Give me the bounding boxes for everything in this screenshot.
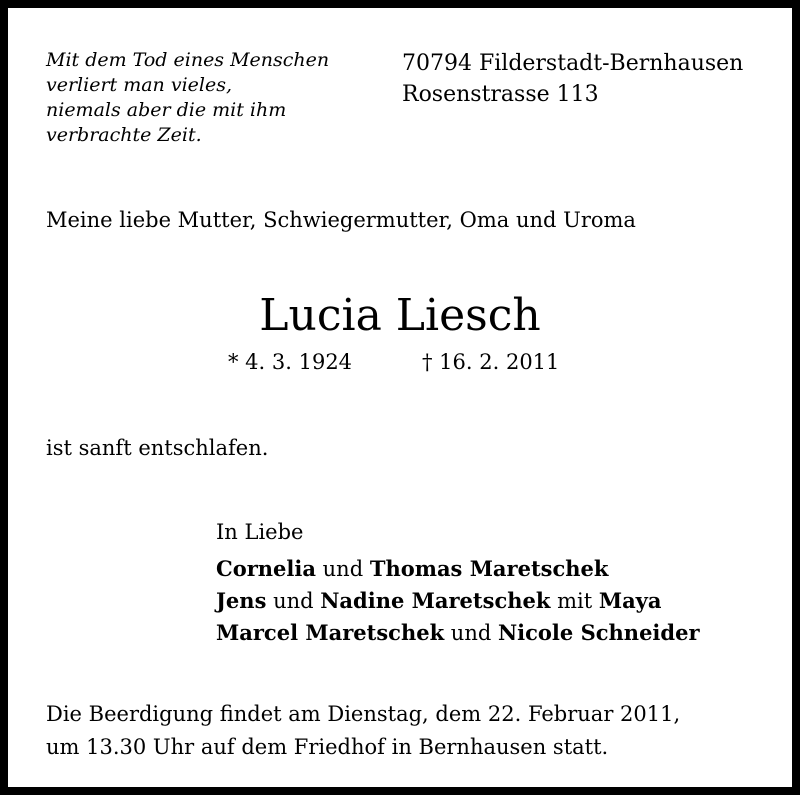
quote-line: niemals aber die mit ihm (46, 99, 287, 121)
intro-text: Meine liebe Mutter, Schwiegermutter, Oma und Uroma (46, 208, 636, 232)
family-member-name: Cornelia (216, 556, 316, 581)
in-liebe: In Liebe (216, 520, 304, 544)
address-city: 70794 Filderstadt-Bernhausen (402, 51, 744, 76)
quote (46, 48, 329, 148)
address-street: Rosenstrasse 113 (402, 82, 599, 107)
address (402, 48, 743, 110)
connector-text: und (444, 621, 498, 645)
family-member-name: Nadine Maretschek (320, 588, 551, 613)
family-line (216, 617, 700, 649)
passed-text: ist sanft entschlafen. (46, 436, 269, 460)
deceased-name: Lucia Liesch (259, 290, 541, 341)
family-member-name: Jens (216, 588, 267, 613)
family-member-name: Thomas Maretschek (369, 556, 609, 581)
connector-text: und (315, 557, 370, 581)
quote-line: verbrachte Zeit. (46, 124, 202, 146)
family-list (216, 553, 700, 649)
family-member-name: Nicole Schneider (497, 620, 700, 645)
connector-text: und (266, 589, 321, 613)
birth-date: * 4. 3. 1924 (228, 350, 353, 374)
quote-line: Mit dem Tod eines Menschen (46, 49, 330, 71)
family-member-name: Marcel Maretschek (216, 620, 445, 645)
funeral-info (46, 698, 680, 764)
funeral-line: um 13.30 Uhr auf dem Friedhof in Bernhausen statt. (46, 735, 609, 759)
family-line (216, 585, 700, 617)
quote-line: verliert man vieles, (46, 74, 233, 96)
funeral-line: Die Beerdigung findet am Dienstag, dem 22. Februar 2011, (46, 702, 681, 726)
death-date: † 16. 2. 2011 (422, 350, 560, 374)
family-line (216, 553, 700, 585)
connector-text: mit (550, 589, 599, 613)
family-member-name: Maya (598, 588, 662, 613)
